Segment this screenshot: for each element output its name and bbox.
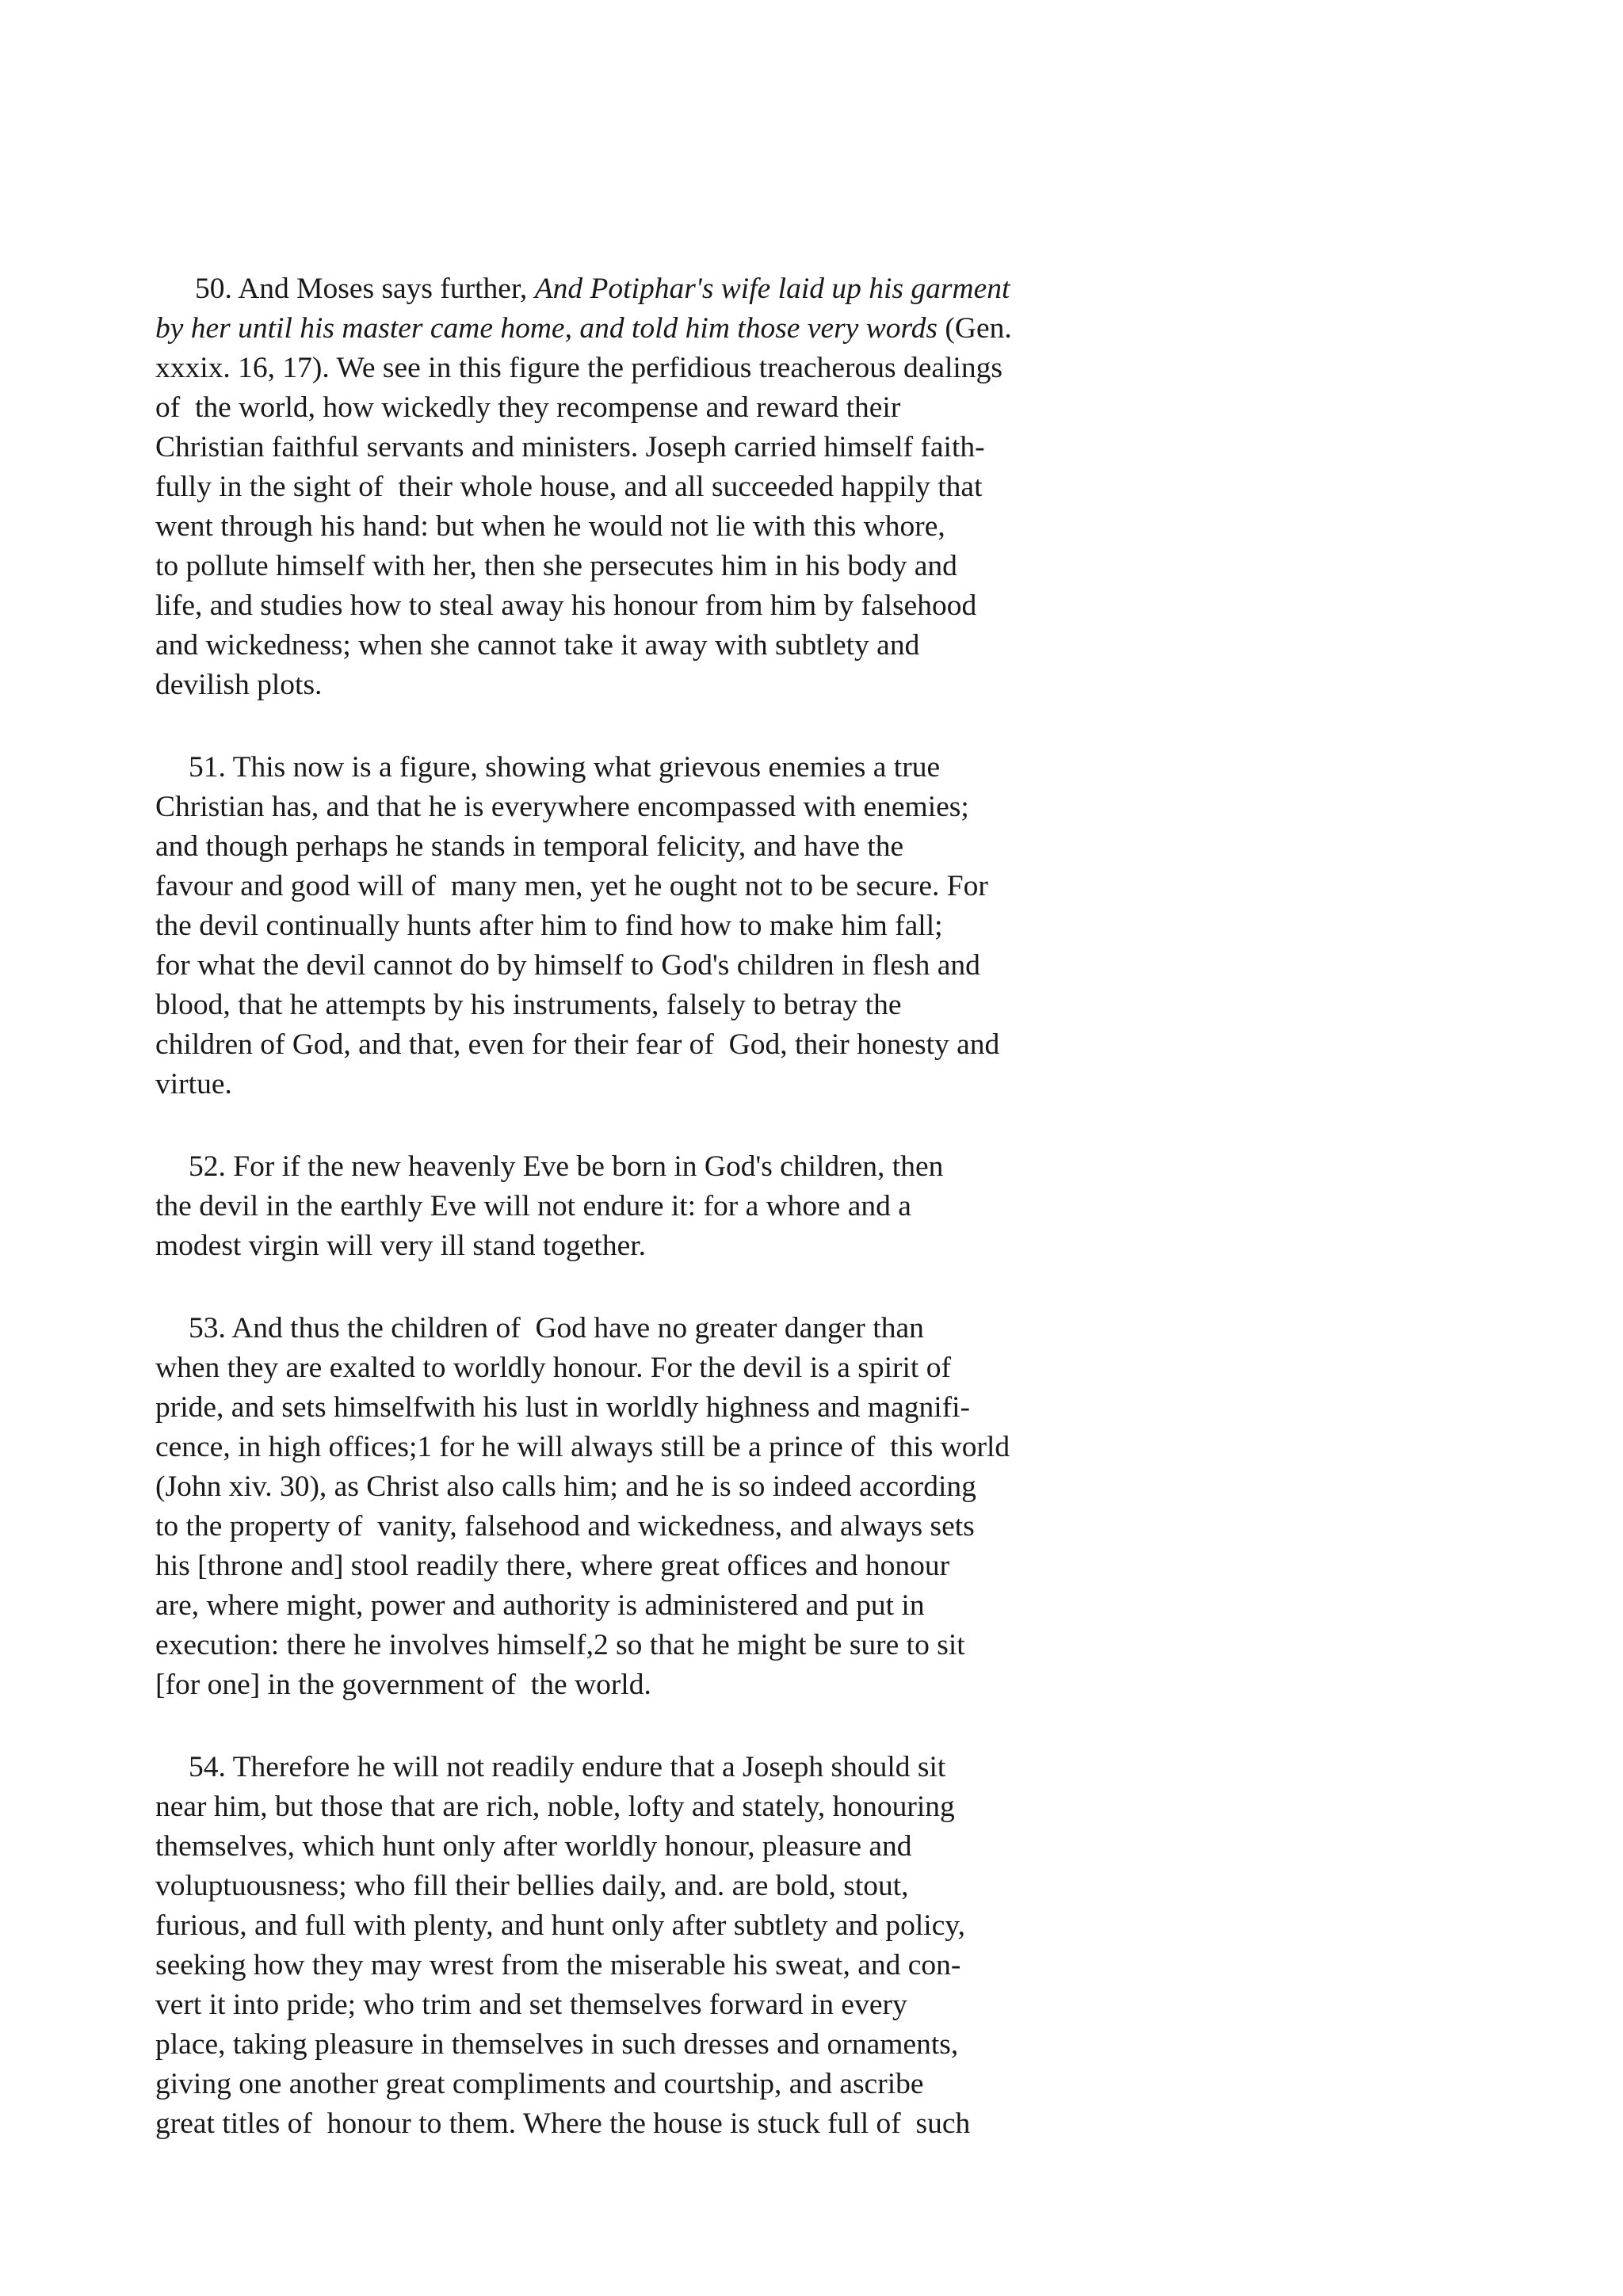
text-line	[155, 1906, 1146, 1946]
text-line	[155, 788, 1146, 827]
line-text: For if the new heavenly Eve be born in God's children, then	[233, 1150, 944, 1183]
text-line	[155, 1226, 1146, 1266]
italic-quote: And Potiphar's wife laid up his garment	[534, 273, 1010, 305]
line-text: fully in the sight of their whole house, and all succeeded happily that	[155, 471, 983, 503]
line-text: life, and studies how to steal away his honour from him by falsehood	[155, 589, 977, 622]
text-line	[155, 867, 1146, 906]
text-line	[155, 666, 1146, 705]
text-line	[155, 467, 1146, 507]
text-line	[155, 1507, 1146, 1547]
text-line	[155, 1665, 1146, 1705]
line-text: Christian has, and that he is everywhere encompassed with enemies;	[155, 791, 969, 823]
paragraph-52	[155, 1147, 1146, 1266]
text-line	[155, 1827, 1146, 1867]
text-line	[155, 269, 1146, 309]
text-line	[155, 748, 1146, 788]
line-text: And thus the children of God have no greater danger than	[231, 1312, 924, 1344]
text-line	[155, 388, 1146, 428]
text-line	[155, 1748, 1146, 1787]
text-line	[155, 946, 1146, 986]
line-text: his [throne and] stool readily there, where great offices and honour	[155, 1550, 950, 1582]
line-text: of the world, how wickedly they recompense and reward their	[155, 391, 901, 424]
text-line	[155, 547, 1146, 586]
line-text: This now is a figure, showing what grievous enemies a true	[232, 751, 941, 784]
paragraph-50	[155, 269, 1146, 705]
text-line	[155, 906, 1146, 946]
line-text: went through his hand: but when he would not lie with this whore,	[155, 510, 945, 543]
line-text: seeking how they may wrest from the miserable his sweat, and con-	[155, 1949, 961, 1981]
text-line	[155, 827, 1146, 867]
text-line	[155, 1025, 1146, 1065]
text-line	[155, 309, 1146, 349]
line-text: favour and good will of many men, yet he ought not to be secure. For	[155, 870, 988, 902]
line-text: great titles of honour to them. Where the house is stuck full of such	[155, 2107, 971, 2140]
text-line	[155, 986, 1146, 1025]
text-line	[155, 1787, 1146, 1827]
line-text: the devil continually hunts after him to find how to make him fall;	[155, 910, 943, 942]
paragraph-number: 53.	[189, 1312, 226, 1344]
text-line	[155, 1187, 1146, 1226]
line-text: xxxix. 16, 17). We see in this figure the perfidious treacherous dealings	[155, 352, 1002, 384]
line-text: vert it into pride; who trim and set themselves forward in every	[155, 1989, 907, 2021]
line-text: Christian faithful servants and ministers. Joseph carried himself faith-	[155, 431, 985, 463]
line-text: devilish plots.	[155, 669, 323, 701]
paragraph-number: 50.	[195, 273, 232, 305]
line-text: to the property of vanity, falsehood and wickedness, and always sets	[155, 1510, 975, 1543]
paragraph-number: 54.	[189, 1751, 226, 1783]
text-line	[155, 1309, 1146, 1348]
line-text: the devil in the earthly Eve will not endure it: for a whore and a	[155, 1190, 911, 1222]
line-text: themselves, which hunt only after worldly honour, pleasure and	[155, 1830, 912, 1863]
text-line	[155, 1985, 1146, 2025]
line-text: when they are exalted to worldly honour. For the devil is a spirit of	[155, 1352, 951, 1384]
text-line	[155, 1388, 1146, 1428]
text-line	[155, 428, 1146, 467]
line-text: modest virgin will very ill stand together.	[155, 1230, 647, 1262]
paragraph-51	[155, 748, 1146, 1104]
text-line	[155, 2025, 1146, 2065]
paragraph-53	[155, 1309, 1146, 1705]
line-text: execution: there he involves himself,2 so that he might be sure to sit	[155, 1629, 965, 1661]
text-line	[155, 1867, 1146, 1906]
line-text: blood, that he attempts by his instruments, falsely to betray the	[155, 989, 902, 1021]
line-text: are, where might, power and authority is administered and put in	[155, 1589, 925, 1622]
line-text: Therefore he will not readily endure that a Joseph should sit	[232, 1751, 946, 1783]
text-line	[155, 507, 1146, 547]
line-text: voluptuousness; who fill their bellies daily, and. are bold, stout,	[155, 1870, 909, 1902]
text-line	[155, 1626, 1146, 1665]
text-line	[155, 1147, 1146, 1187]
line-text: And Moses says further,	[238, 273, 535, 305]
document-page	[155, 269, 1146, 2187]
paragraph-number: 52.	[189, 1150, 226, 1183]
line-text-after: (Gen.	[938, 312, 1012, 345]
text-line	[155, 2065, 1146, 2104]
line-text: and wickedness; when she cannot take it away with subtlety and	[155, 629, 920, 662]
text-line	[155, 1467, 1146, 1507]
text-line	[155, 1547, 1146, 1586]
line-text: furious, and full with plenty, and hunt only after subtlety and policy,	[155, 1909, 966, 1942]
text-line	[155, 1065, 1146, 1104]
italic-quote: by her until his master came home, and told him those very words	[155, 312, 938, 345]
text-line	[155, 626, 1146, 666]
text-line	[155, 349, 1146, 388]
line-text: and though perhaps he stands in temporal felicity, and have the	[155, 830, 904, 863]
line-text: (John xiv. 30), as Christ also calls him; and he is so indeed according	[155, 1470, 976, 1503]
line-text: pride, and sets himselfwith his lust in worldly highness and magnifi-	[155, 1391, 971, 1424]
text-line	[155, 1946, 1146, 1985]
line-text: for what the devil cannot do by himself to God's children in flesh and	[155, 949, 980, 982]
text-line	[155, 2104, 1146, 2144]
text-line	[155, 586, 1146, 626]
line-text: children of God, and that, even for their fear of God, their honesty and	[155, 1028, 1000, 1061]
line-text: virtue.	[155, 1068, 232, 1100]
line-text: place, taking pleasure in themselves in such dresses and ornaments,	[155, 2028, 959, 2061]
line-text: [for one] in the government of the world.	[155, 1669, 651, 1701]
text-line	[155, 1428, 1146, 1467]
line-text: giving one another great compliments and courtship, and ascribe	[155, 2068, 924, 2100]
line-text: near him, but those that are rich, noble, lofty and stately, honouring	[155, 1791, 955, 1823]
line-text: cence, in high offices;1 for he will always still be a prince of this world	[155, 1431, 1010, 1463]
text-line	[155, 1586, 1146, 1626]
text-line	[155, 1348, 1146, 1388]
line-text: to pollute himself with her, then she persecutes him in his body and	[155, 550, 957, 582]
paragraph-number: 51.	[189, 751, 226, 784]
paragraph-54	[155, 1748, 1146, 2144]
